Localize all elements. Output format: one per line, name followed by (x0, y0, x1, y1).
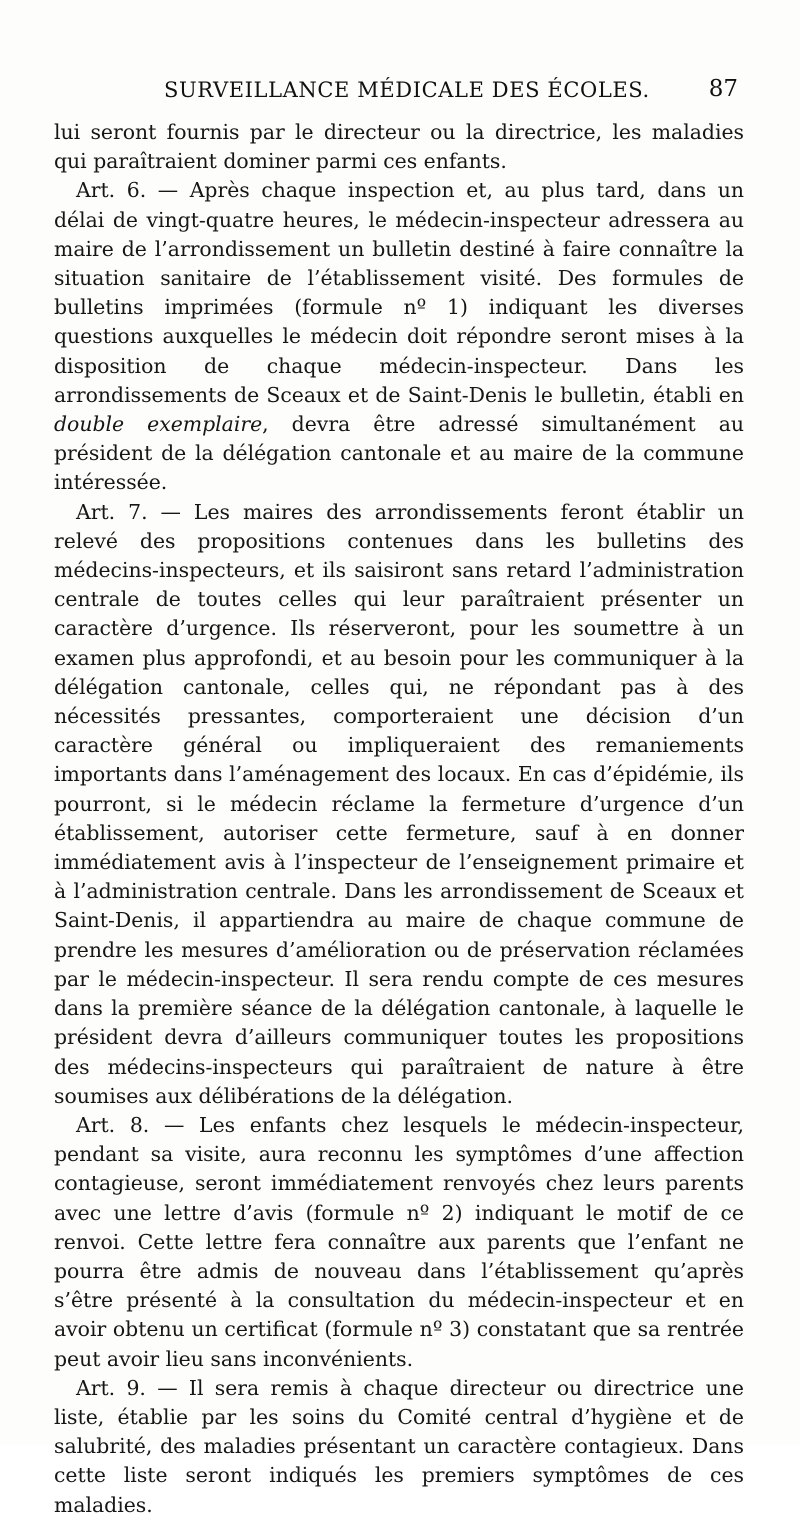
body-text (54, 118, 744, 1520)
paragraph-article-6 (54, 176, 744, 497)
page-number: 87 (708, 76, 738, 102)
running-header (52, 76, 742, 108)
article-6-text-before: Art. 6. — Après chaque inspection et, au plus tard, dans un délai de vingt-quatre heures, le médecin-inspecteur adressera au maire de l’arrondissement un bulletin destiné à faire connaître la situation sanitaire de l’établissement visité. Des formules de bulletins imprimées (formule nº 1) indiquant les diverses questions auxquelles le médecin doit répondre seront mises à la disposition de chaque médecin-inspecteur. Dans les arrondissements de Sceaux et de Saint-Denis le bulletin, établi en (54, 178, 744, 407)
running-title: SURVEILLANCE MÉDICALE DES ÉCOLES. (164, 78, 650, 102)
paragraph-article-8: Art. 8. — Les enfants chez lesquels le médecin-inspecteur, pendant sa visite, aura reconnu les symptômes d’une affection contagieuse, seront immédiatement renvoyés chez leurs parents avec une lettre d’avis (formule nº 2) indiquant le motif de ce renvoi. Cette lettre fera connaître aux parents que l’enfant ne pourra être admis de nouveau dans l’établissement qu’après s’être présenté à la consultation du médecin-inspecteur et en avoir obtenu un certificat (formule nº 3) constatant que sa rentrée peut avoir lieu sans inconvénients. (54, 1112, 744, 1371)
paragraph-article-7: Art. 7. — Les maires des arrondissements feront établir un relevé des propositions contenues dans les bulletins des médecins-inspecteurs, et ils saisiront sans retard l’administration centrale de toutes celles qui leur paraîtraient présenter un caractère d’urgence. Ils réserveront, pour les soumettre à un examen plus approfondi, et au besoin pour les communiquer à la délégation cantonale, celles qui, ne répondant pas à des nécessités pressantes, comporteraient une décision d’un caractère général ou impliqueraient des remaniements importants dans l’aménagement des locaux. En cas d’épidémie, ils pourront, si le médecin réclame la fermeture d’urgence d’un établissement, autoriser cette fermeture, sauf à en donner immédiatement avis à l’inspecteur de l’enseignement primaire et à l’administration centrale. Dans les arrondissement de Sceaux et Saint-Denis, il appartiendra au maire de chaque commune de prendre les mesures d’amélioration ou de préservation réclamées par le médecin-inspecteur. Il sera rendu compte de ces mesures dans la première séance de la délégation cantonale, à laquelle le président devra d’ailleurs communiquer toutes les propositions des médecins-inspecteurs qui paraîtraient de nature à être soumises aux délibérations de la délégation. (54, 499, 744, 1108)
paragraph-continued: lui seront fournis par le directeur ou la directrice, les maladies qui paraîtraient dominer parmi ces enfants. (54, 120, 744, 174)
article-6-emphasis: double exemplaire (54, 412, 263, 437)
article-6-text-after: , devra être adressé simultanément au président de la délégation cantonale et au maire de la commune intéressée. (54, 412, 744, 495)
paragraph-article-9: Art. 9. — Il sera remis à chaque directeur ou directrice une liste, établie par les soins du Comité central d’hygiène et de salubrité, des maladies présentant un caractère contagieux. Dans cette liste seront indiqués les premiers symptômes de ces maladies. (54, 1375, 744, 1517)
